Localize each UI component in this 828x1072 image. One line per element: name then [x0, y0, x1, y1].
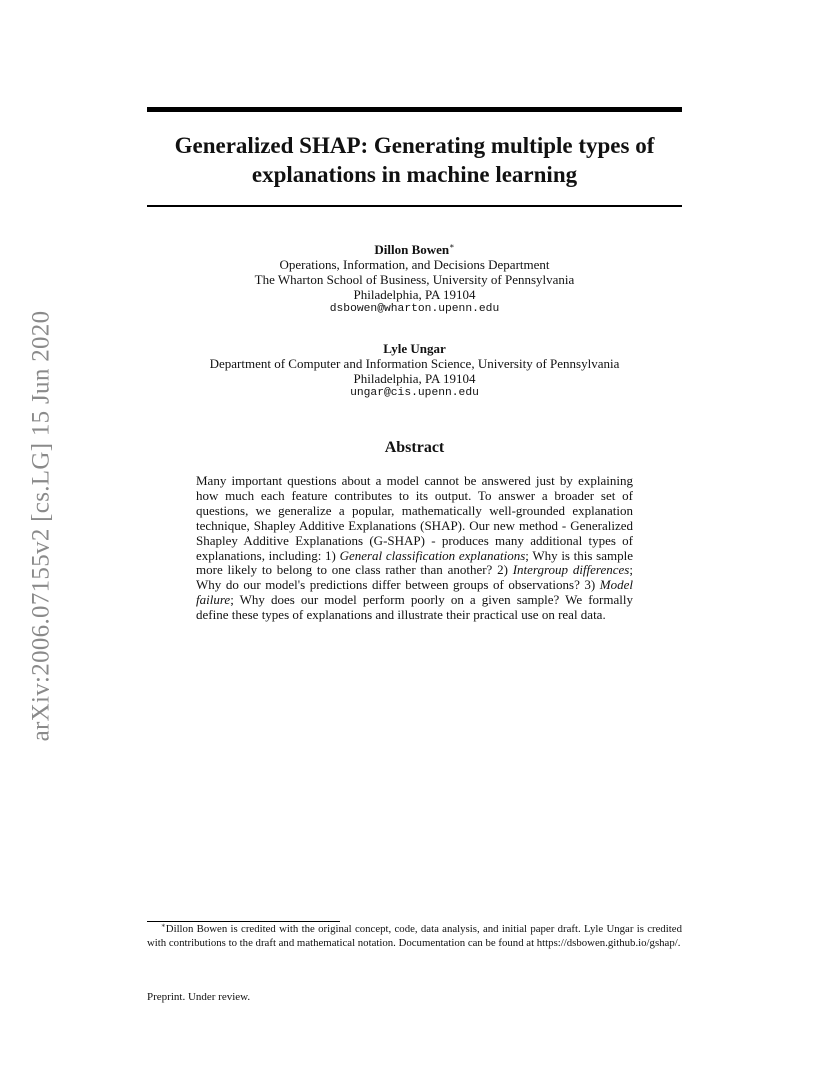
footnote-marker: ∗	[161, 921, 166, 930]
paper-title: Generalized SHAP: Generating multiple types of explanations in machine learning	[174, 133, 655, 187]
author-block-1	[147, 242, 682, 317]
author-affiliation: The Wharton School of Business, University of Pennsylvania	[254, 272, 575, 287]
abstract-heading: Abstract	[384, 439, 445, 456]
author-name-line	[147, 242, 682, 257]
abstract-body	[196, 474, 633, 623]
author-name: Lyle Ungar	[383, 341, 446, 356]
footnote-rule	[147, 921, 340, 922]
arxiv-identifier: arXiv:2006.07155v2 [cs.LG] 15 Jun 2020	[27, 310, 55, 742]
title-top-rule	[147, 107, 682, 112]
author-email: ungar@cis.upenn.edu	[350, 387, 479, 399]
abstract-emphasis: General classification explanations	[339, 547, 526, 563]
author-name: Dillon Bowen	[374, 242, 450, 257]
abstract-text: Many important questions about a model cannot be answered just by explaining how much each feature contributes to its output. To answer a broader set of questions, we generalize a popular, mathematically well-grounded explanation technique, Shapley Additive Explanations (SHAP). Our new method - Generalized Shapley Additive Explanations (G-SHAP) - produces many additional types of explanations, including: 1)	[196, 473, 633, 563]
abstract-text: ; Why do our model's predictions differ between groups of observations? 3)	[196, 562, 633, 593]
abstract-emphasis: Intergroup differences	[512, 562, 630, 578]
footnote-text: Dillon Bowen is credited with the original concept, code, data analysis, and initial paper draft. Lyle Ungar is credited with contributions to the draft and mathematical notation. Documentation can be found at https://dsbowen.github.io/gshap/.	[147, 923, 682, 949]
footnote	[147, 923, 682, 950]
author-affiliation: Philadelphia, PA 19104	[353, 287, 476, 302]
preprint-note: Preprint. Under review.	[147, 991, 251, 1003]
author-block-2	[147, 341, 682, 401]
author-affiliation: Department of Computer and Information Science, University of Pennsylvania	[209, 356, 620, 371]
abstract-text: ; Why is this sample more likely to belong to one class rather than another? 2)	[196, 547, 633, 578]
arxiv-stamp	[14, 291, 68, 761]
abstract-emphasis: Model failure	[196, 577, 633, 608]
title-bottom-rule	[147, 205, 682, 207]
abstract-text: ; Why does our model perform poorly on a given sample? We formally define these types of explanations and illustrate their practical use on real data.	[196, 592, 633, 623]
author-affiliation: Philadelphia, PA 19104	[353, 371, 476, 386]
footnote-marker: ∗	[449, 241, 455, 251]
author-email: dsbowen@wharton.upenn.edu	[329, 303, 500, 315]
author-affiliation: Operations, Information, and Decisions Department	[279, 257, 550, 272]
